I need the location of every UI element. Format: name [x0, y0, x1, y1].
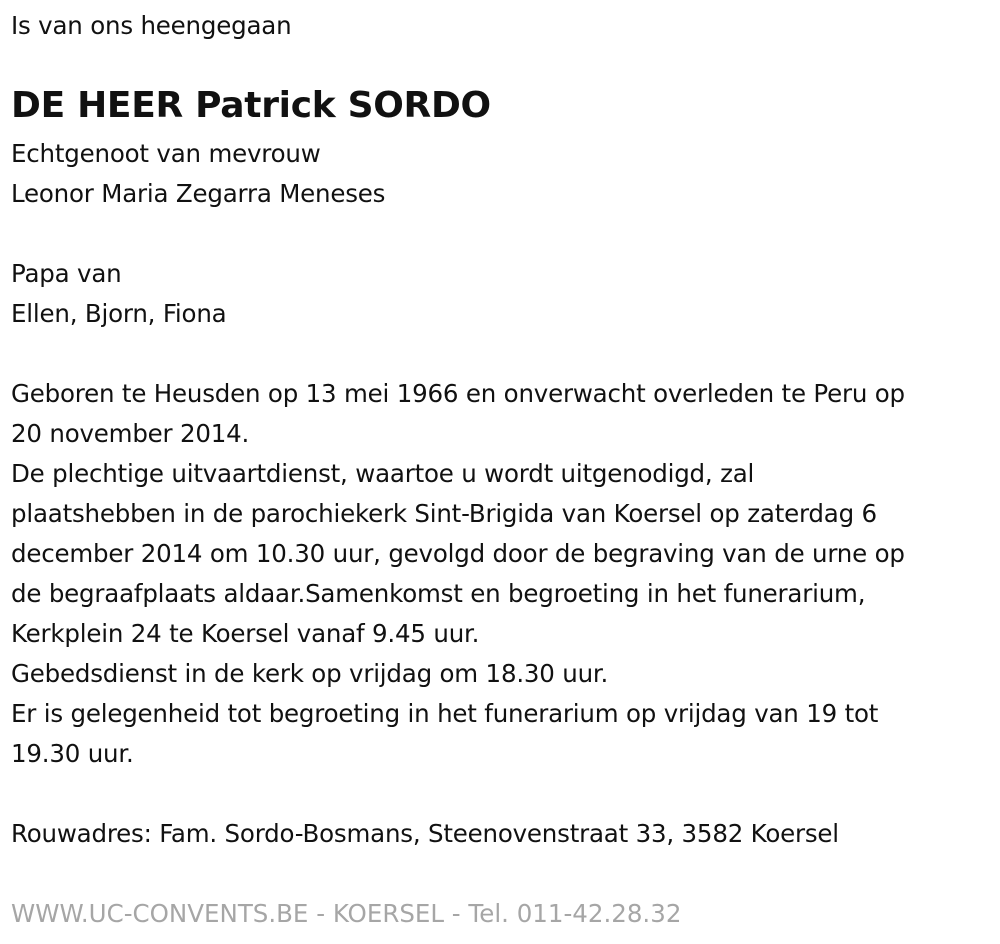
details-line: Gebedsdienst in de kerk op vrijdag om 18.30 uur.	[11, 659, 609, 688]
details-line: De plechtige uitvaartdienst, waartoe u wordt uitgenodigd, zal	[11, 459, 755, 488]
children-line: Papa van	[11, 259, 122, 288]
details-line: Kerkplein 24 te Koersel vanaf 9.45 uur.	[11, 619, 480, 648]
footer-contact: WWW.UC-CONVENTS.BE - KOERSEL - Tel. 011-42.28.32	[11, 899, 682, 928]
details-line: 20 november 2014.	[11, 419, 250, 448]
details-line: Er is gelegenheid tot begroeting in het funerarium op vrijdag van 19 tot	[11, 699, 879, 728]
details-line: december 2014 om 10.30 uur, gevolgd door de begraving van de urne op	[11, 539, 905, 568]
details-line: de begraafplaats aldaar.Samenkomst en begroeting in het funerarium,	[11, 579, 866, 608]
details-line: plaatshebben in de parochiekerk Sint-Brigida van Koersel op zaterdag 6	[11, 499, 877, 528]
deceased-name: DE HEER Patrick SORDO	[11, 85, 491, 126]
spouse-line: Leonor Maria Zegarra Meneses	[11, 179, 386, 208]
spouse-line: Echtgenoot van mevrouw	[11, 139, 321, 168]
details-line: Geboren te Heusden op 13 mei 1966 en onverwacht overleden te Peru op	[11, 379, 905, 408]
children-section	[11, 254, 226, 334]
spouse-section	[11, 134, 385, 214]
children-line: Ellen, Bjorn, Fiona	[11, 299, 227, 328]
mourning-address: Rouwadres: Fam. Sordo-Bosmans, Steenovenstraat 33, 3582 Koersel	[11, 819, 839, 848]
funeral-details	[11, 374, 905, 774]
details-line: 19.30 uur.	[11, 739, 134, 768]
intro-text: Is van ons heengegaan	[11, 11, 292, 40]
